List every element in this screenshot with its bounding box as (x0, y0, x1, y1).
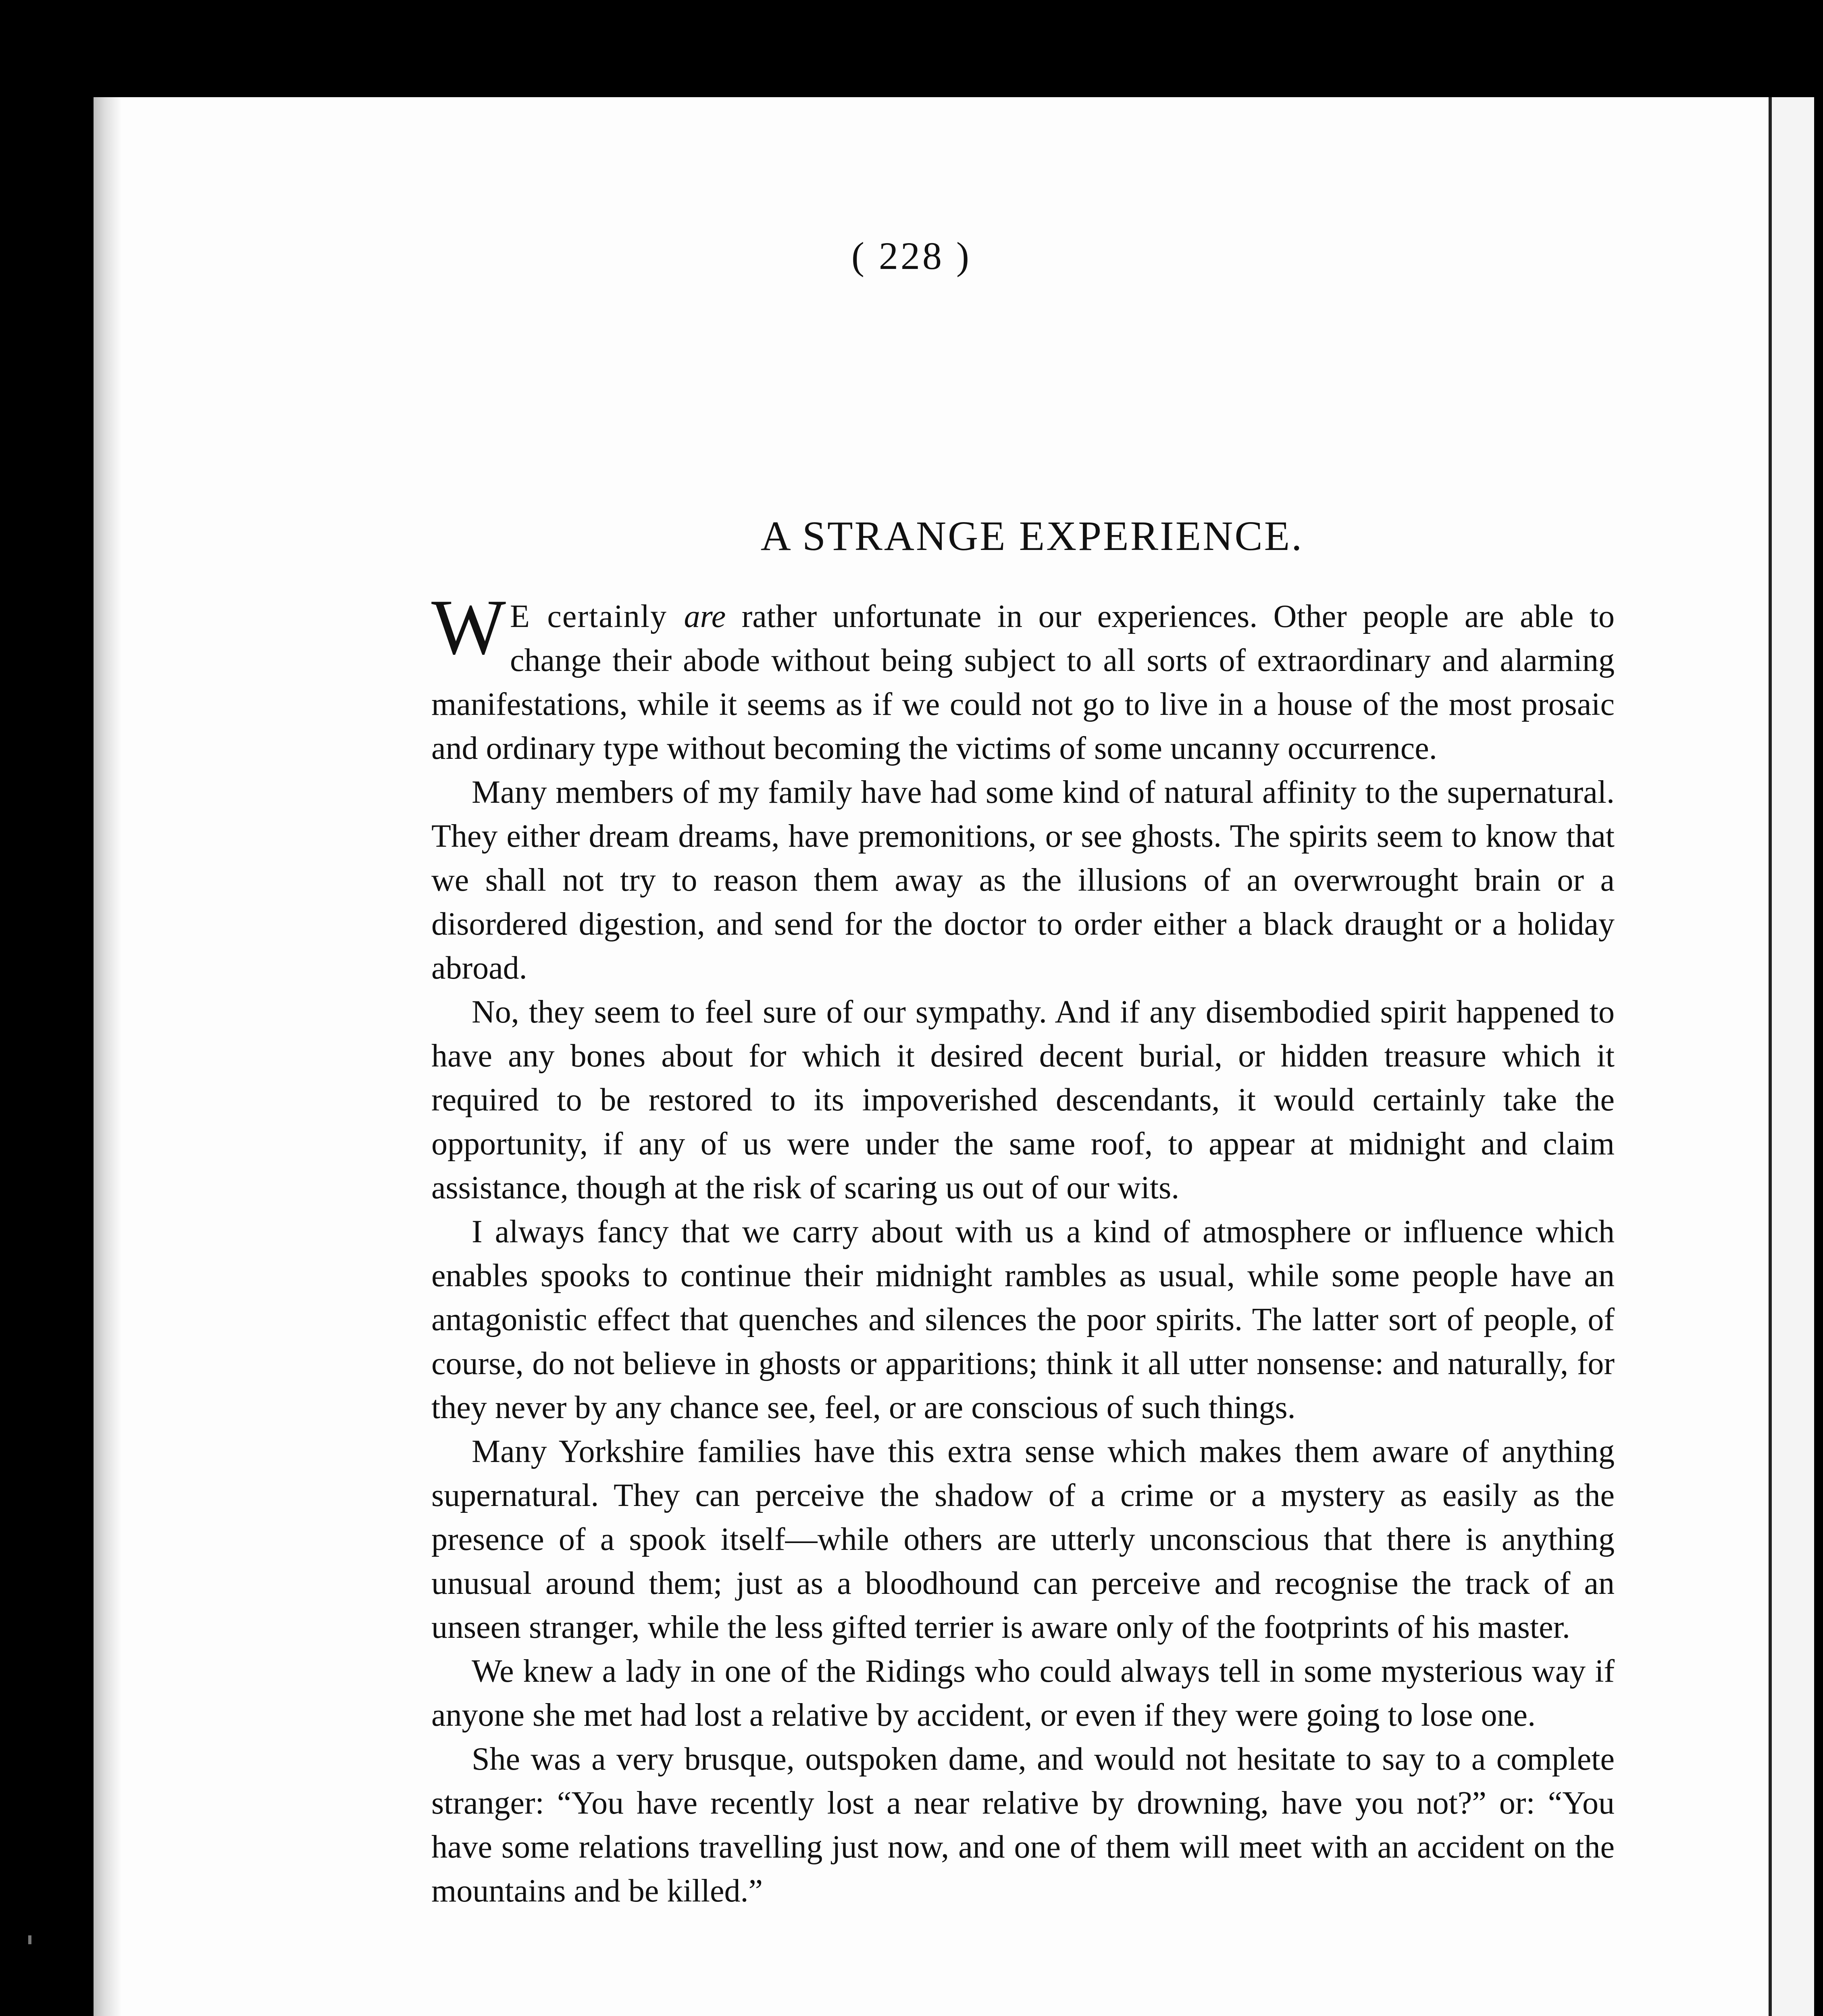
article-body (431, 583, 1615, 1913)
scan-speck (28, 1935, 31, 1944)
drop-cap: W (431, 583, 506, 671)
page-number: ( 228 ) (851, 234, 972, 277)
first-paragraph-lead: E certainly (510, 599, 684, 634)
first-paragraph-text: rather unfortunate in our experiences. Other people are able to change their abode without being subject to all sorts of extraordinary and alarming manifestations, while it seems as if we could not go to live in a house of the most prosaic and ordinary type without becoming the victims of some uncanny occurrence. (431, 599, 1615, 766)
paragraph: Many Yorkshire families have this extra sense which makes them aware of anything supernatural. They can perceive the shadow of a crime or a mystery as easily as the presence of a spook itself—while others are utterly unconscious that there is anything unusual around them; just as a bloodhound can perceive and recognise the track of an unseen stranger, while the less gifted terrier is aware only of the footprints of his master. (431, 1434, 1615, 1645)
paragraph: No, they seem to feel sure of our sympathy. And if any disembodied spirit happened to have any bones about for which it desired decent burial, or hidden treasure which it required to be restored to its impoverished descendants, it would certainly take the opportunity, if any of us were under the same roof, to appear at midnight and claim assistance, though at the risk of scaring us out of our wits. (431, 994, 1615, 1206)
paragraph: She was a very brusque, outspoken dame, and would not hesitate to say to a complete stranger: “You have recently lost a near relative by drowning, have you not?” or: “You have some relations travelling just now, and one of them will meet with an accident on the mountains and be killed.” (431, 1741, 1615, 1909)
paragraph: Many members of my family have had some kind of natural affinity to the supernatural. They either dream dreams, have premonitions, or see ghosts. The spirits seem to know that we shall not try to reason them away as the illusions of an overwrought brain or a disordered digestion, and send for the doctor to order either a black draught or a holiday abroad. (431, 775, 1615, 986)
article-title: A STRANGE EXPERIENCE. (760, 513, 1304, 559)
page-gutter-shadow (94, 97, 122, 2016)
paragraph-first (431, 583, 1615, 771)
facing-page-sliver (1772, 97, 1814, 2016)
paragraph: We knew a lady in one of the Ridings who could always tell in some mysterious way if anyone she met had lost a relative by accident, or even if they were going to lose one. (431, 1654, 1615, 1733)
first-paragraph-italic: are (684, 599, 726, 634)
paragraph: I always fancy that we carry about with us a kind of atmosphere or influence which enables spooks to continue their midnight rambles as usual, while some people have an antagonistic effect that quenches and silences the poor spirits. The latter sort of people, of course, do not believe in ghosts or apparitions; think it all utter nonsense: and naturally, for they never by any chance see, feel, or are conscious of such things. (431, 1214, 1615, 1425)
